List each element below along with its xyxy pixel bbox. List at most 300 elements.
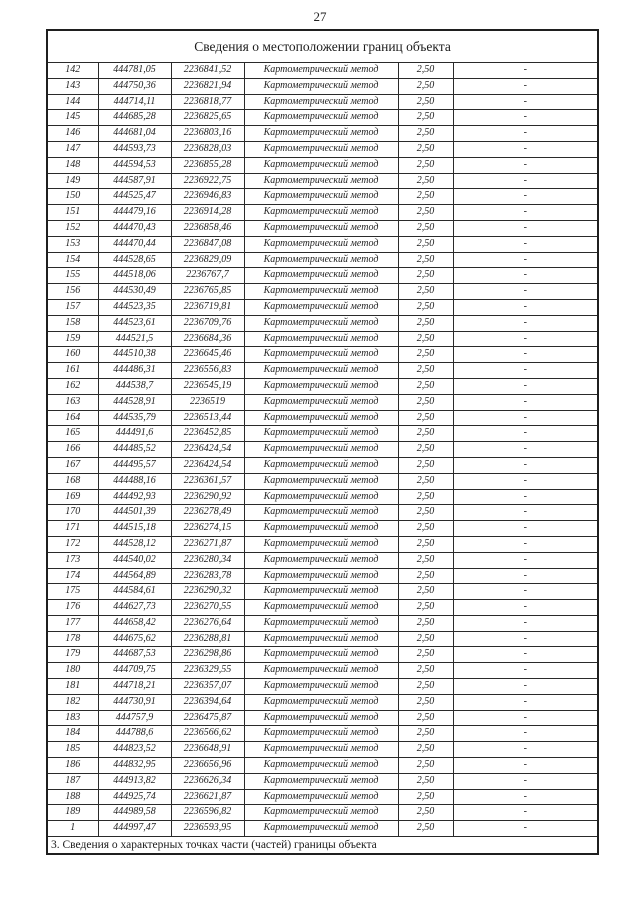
cell-accuracy: 2,50 [398,505,453,521]
cell-description: - [453,347,598,363]
cell-coordinate-y: 2236648,91 [171,742,244,758]
cell-method: Картометрический метод [244,758,398,774]
cell-description: - [453,726,598,742]
cell-method: Картометрический метод [244,78,398,94]
cell-coordinate-x: 444997,47 [98,821,171,837]
cell-coordinate-x: 444781,05 [98,63,171,79]
table-row [47,505,598,521]
cell-coordinate-y: 2236765,85 [171,284,244,300]
cell-method: Картометрический метод [244,821,398,837]
cell-point-number: 163 [47,394,98,410]
cell-accuracy: 2,50 [398,742,453,758]
cell-description: - [453,268,598,284]
cell-description: - [453,126,598,142]
cell-accuracy: 2,50 [398,694,453,710]
cell-accuracy: 2,50 [398,821,453,837]
cell-coordinate-x: 444470,43 [98,220,171,236]
cell-coordinate-x: 444584,61 [98,584,171,600]
cell-description: - [453,236,598,252]
cell-accuracy: 2,50 [398,600,453,616]
cell-accuracy: 2,50 [398,536,453,552]
table-row [47,157,598,173]
cell-coordinate-x: 444714,11 [98,94,171,110]
cell-description: - [453,536,598,552]
cell-method: Картометрический метод [244,347,398,363]
cell-method: Картометрический метод [244,742,398,758]
cell-method: Картометрический метод [244,110,398,126]
cell-coordinate-x: 444523,61 [98,315,171,331]
cell-coordinate-y: 2236719,81 [171,299,244,315]
cell-method: Картометрический метод [244,726,398,742]
cell-accuracy: 2,50 [398,631,453,647]
cell-description: - [453,173,598,189]
cell-method: Картометрический метод [244,631,398,647]
table-row [47,679,598,695]
table-row [47,189,598,205]
cell-accuracy: 2,50 [398,805,453,821]
cell-accuracy: 2,50 [398,94,453,110]
cell-point-number: 171 [47,521,98,537]
cell-point-number: 155 [47,268,98,284]
cell-point-number: 185 [47,742,98,758]
table-body [47,63,598,837]
cell-method: Картометрический метод [244,378,398,394]
cell-accuracy: 2,50 [398,220,453,236]
table-row [47,773,598,789]
cell-point-number: 145 [47,110,98,126]
cell-accuracy: 2,50 [398,63,453,79]
cell-coordinate-y: 2236855,28 [171,157,244,173]
cell-coordinate-x: 444491,6 [98,426,171,442]
table-row [47,378,598,394]
table-row [47,726,598,742]
cell-coordinate-y: 2236858,46 [171,220,244,236]
table-row [47,252,598,268]
cell-coordinate-x: 444750,36 [98,78,171,94]
table-row [47,173,598,189]
cell-coordinate-y: 2236593,95 [171,821,244,837]
cell-description: - [453,205,598,221]
cell-method: Картометрический метод [244,647,398,663]
cell-description: - [453,299,598,315]
cell-coordinate-x: 444510,38 [98,347,171,363]
cell-coordinate-y: 2236645,46 [171,347,244,363]
cell-coordinate-y: 2236280,34 [171,552,244,568]
cell-coordinate-x: 444470,44 [98,236,171,252]
cell-point-number: 146 [47,126,98,142]
table-row [47,615,598,631]
cell-description: - [453,821,598,837]
table-row [47,63,598,79]
cell-point-number: 188 [47,789,98,805]
cell-accuracy: 2,50 [398,615,453,631]
cell-coordinate-x: 444515,18 [98,521,171,537]
table-row [47,758,598,774]
cell-coordinate-y: 2236829,09 [171,252,244,268]
cell-point-number: 167 [47,457,98,473]
cell-coordinate-y: 2236424,54 [171,457,244,473]
cell-point-number: 151 [47,205,98,221]
cell-description: - [453,315,598,331]
cell-point-number: 168 [47,473,98,489]
cell-point-number: 183 [47,710,98,726]
cell-coordinate-y: 2236290,92 [171,489,244,505]
cell-description: - [453,442,598,458]
cell-description: - [453,426,598,442]
cell-coordinate-x: 444540,02 [98,552,171,568]
cell-coordinate-y: 2236818,77 [171,94,244,110]
cell-accuracy: 2,50 [398,299,453,315]
cell-method: Картометрический метод [244,584,398,600]
cell-method: Картометрический метод [244,410,398,426]
cell-accuracy: 2,50 [398,126,453,142]
cell-description: - [453,568,598,584]
cell-method: Картометрический метод [244,615,398,631]
cell-description: - [453,489,598,505]
table-row [47,552,598,568]
table-row [47,663,598,679]
cell-coordinate-y: 2236361,57 [171,473,244,489]
cell-coordinate-y: 2236803,16 [171,126,244,142]
cell-method: Картометрический метод [244,94,398,110]
cell-coordinate-x: 444730,91 [98,694,171,710]
cell-method: Картометрический метод [244,536,398,552]
cell-accuracy: 2,50 [398,347,453,363]
cell-point-number: 177 [47,615,98,631]
cell-coordinate-x: 444521,5 [98,331,171,347]
table-title: Сведения о местоположении границ объекта [47,30,598,63]
cell-description: - [453,141,598,157]
cell-method: Картометрический метод [244,473,398,489]
cell-coordinate-y: 2236290,32 [171,584,244,600]
cell-coordinate-y: 2236847,08 [171,236,244,252]
cell-coordinate-y: 2236566,62 [171,726,244,742]
table-row [47,205,598,221]
cell-method: Картометрический метод [244,331,398,347]
cell-description: - [453,189,598,205]
cell-coordinate-x: 444564,89 [98,568,171,584]
table-row [47,299,598,315]
cell-description: - [453,521,598,537]
cell-coordinate-y: 2236656,96 [171,758,244,774]
table-row [47,78,598,94]
cell-coordinate-y: 2236357,07 [171,679,244,695]
cell-coordinate-y: 2236513,44 [171,410,244,426]
cell-coordinate-y: 2236684,36 [171,331,244,347]
cell-method: Картометрический метод [244,205,398,221]
cell-point-number: 154 [47,252,98,268]
table-row [47,457,598,473]
cell-coordinate-y: 2236821,94 [171,78,244,94]
cell-coordinate-x: 444709,75 [98,663,171,679]
cell-description: - [453,157,598,173]
cell-point-number: 142 [47,63,98,79]
cell-coordinate-x: 444525,47 [98,189,171,205]
cell-point-number: 184 [47,726,98,742]
cell-point-number: 165 [47,426,98,442]
cell-description: - [453,410,598,426]
cell-point-number: 159 [47,331,98,347]
cell-method: Картометрический метод [244,268,398,284]
cell-description: - [453,647,598,663]
table-row [47,363,598,379]
cell-point-number: 176 [47,600,98,616]
cell-accuracy: 2,50 [398,252,453,268]
cell-accuracy: 2,50 [398,773,453,789]
cell-point-number: 189 [47,805,98,821]
cell-coordinate-y: 2236519 [171,394,244,410]
cell-point-number: 166 [47,442,98,458]
cell-accuracy: 2,50 [398,205,453,221]
cell-point-number: 152 [47,220,98,236]
cell-coordinate-x: 444486,31 [98,363,171,379]
cell-coordinate-x: 444718,21 [98,679,171,695]
table-row [47,568,598,584]
cell-point-number: 173 [47,552,98,568]
table-row [47,600,598,616]
table-row [47,584,598,600]
cell-description: - [453,758,598,774]
table-row [47,821,598,837]
page-number: 27 [313,9,327,24]
cell-coordinate-y: 2236298,86 [171,647,244,663]
cell-point-number: 156 [47,284,98,300]
cell-method: Картометрический метод [244,457,398,473]
cell-point-number: 143 [47,78,98,94]
cell-point-number: 148 [47,157,98,173]
cell-point-number: 182 [47,694,98,710]
table-row [47,284,598,300]
table-row [47,805,598,821]
cell-accuracy: 2,50 [398,268,453,284]
cell-method: Картометрический метод [244,505,398,521]
cell-method: Картометрический метод [244,126,398,142]
cell-description: - [453,663,598,679]
table-row [47,442,598,458]
cell-coordinate-y: 2236841,52 [171,63,244,79]
cell-coordinate-x: 444832,95 [98,758,171,774]
cell-point-number: 162 [47,378,98,394]
cell-coordinate-y: 2236288,81 [171,631,244,647]
cell-coordinate-y: 2236922,75 [171,173,244,189]
cell-point-number: 147 [47,141,98,157]
cell-coordinate-y: 2236270,55 [171,600,244,616]
cell-coordinate-x: 444658,42 [98,615,171,631]
cell-coordinate-x: 444479,16 [98,205,171,221]
cell-coordinate-y: 2236452,85 [171,426,244,442]
cell-method: Картометрический метод [244,521,398,537]
cell-description: - [453,615,598,631]
cell-point-number: 144 [47,94,98,110]
cell-description: - [453,220,598,236]
cell-coordinate-x: 444675,62 [98,631,171,647]
table-row [47,742,598,758]
cell-point-number: 160 [47,347,98,363]
table-row [47,694,598,710]
cell-description: - [453,679,598,695]
table-row [47,536,598,552]
table-row [47,631,598,647]
cell-description: - [453,457,598,473]
table-row [47,347,598,363]
cell-description: - [453,505,598,521]
cell-coordinate-x: 444492,93 [98,489,171,505]
cell-point-number: 164 [47,410,98,426]
cell-method: Картометрический метод [244,568,398,584]
cell-method: Картометрический метод [244,694,398,710]
cell-description: - [453,805,598,821]
cell-point-number: 180 [47,663,98,679]
cell-accuracy: 2,50 [398,378,453,394]
cell-point-number: 186 [47,758,98,774]
table-row [47,789,598,805]
cell-point-number: 1 [47,821,98,837]
cell-coordinate-x: 444681,04 [98,126,171,142]
cell-point-number: 172 [47,536,98,552]
cell-point-number: 161 [47,363,98,379]
cell-method: Картометрический метод [244,236,398,252]
cell-point-number: 179 [47,647,98,663]
cell-accuracy: 2,50 [398,236,453,252]
cell-description: - [453,394,598,410]
cell-accuracy: 2,50 [398,141,453,157]
cell-accuracy: 2,50 [398,426,453,442]
section-3-heading: 3. Сведения о характерных точках части (частей) границы объекта [47,837,598,855]
cell-accuracy: 2,50 [398,331,453,347]
cell-method: Картометрический метод [244,299,398,315]
cell-accuracy: 2,50 [398,363,453,379]
cell-point-number: 157 [47,299,98,315]
cell-method: Картометрический метод [244,442,398,458]
cell-description: - [453,94,598,110]
cell-coordinate-x: 444530,49 [98,284,171,300]
cell-accuracy: 2,50 [398,457,453,473]
table-row [47,394,598,410]
cell-description: - [453,252,598,268]
table-row [47,647,598,663]
cell-description: - [453,473,598,489]
cell-accuracy: 2,50 [398,584,453,600]
cell-point-number: 169 [47,489,98,505]
cell-method: Картометрический метод [244,252,398,268]
cell-coordinate-x: 444593,73 [98,141,171,157]
cell-coordinate-y: 2236475,87 [171,710,244,726]
cell-method: Картометрический метод [244,789,398,805]
cell-description: - [453,110,598,126]
cell-description: - [453,63,598,79]
cell-coordinate-x: 444501,39 [98,505,171,521]
cell-accuracy: 2,50 [398,679,453,695]
cell-coordinate-y: 2236394,64 [171,694,244,710]
cell-accuracy: 2,50 [398,173,453,189]
cell-point-number: 150 [47,189,98,205]
cell-coordinate-x: 444528,65 [98,252,171,268]
table-title-row [47,30,598,63]
cell-coordinate-y: 2236278,49 [171,505,244,521]
cell-coordinate-y: 2236274,15 [171,521,244,537]
cell-coordinate-y: 2236626,34 [171,773,244,789]
cell-coordinate-x: 444535,79 [98,410,171,426]
cell-method: Картометрический метод [244,141,398,157]
cell-coordinate-x: 444587,91 [98,173,171,189]
section-3-row [47,837,598,855]
cell-description: - [453,631,598,647]
cell-coordinate-x: 444495,57 [98,457,171,473]
table-row [47,410,598,426]
cell-description: - [453,552,598,568]
cell-coordinate-y: 2236946,83 [171,189,244,205]
table-row [47,521,598,537]
cell-coordinate-y: 2236709,76 [171,315,244,331]
cell-accuracy: 2,50 [398,410,453,426]
table-row [47,220,598,236]
cell-coordinate-x: 444757,9 [98,710,171,726]
table-row [47,94,598,110]
table-row [47,315,598,331]
table-row [47,489,598,505]
cell-method: Картометрический метод [244,157,398,173]
cell-accuracy: 2,50 [398,647,453,663]
cell-coordinate-y: 2236914,28 [171,205,244,221]
cell-method: Картометрический метод [244,773,398,789]
table-row [47,141,598,157]
cell-coordinate-x: 444685,28 [98,110,171,126]
cell-accuracy: 2,50 [398,758,453,774]
cell-coordinate-x: 444687,53 [98,647,171,663]
cell-accuracy: 2,50 [398,394,453,410]
cell-accuracy: 2,50 [398,552,453,568]
cell-accuracy: 2,50 [398,189,453,205]
cell-accuracy: 2,50 [398,663,453,679]
table-row [47,110,598,126]
cell-accuracy: 2,50 [398,789,453,805]
cell-accuracy: 2,50 [398,489,453,505]
cell-description: - [453,773,598,789]
cell-description: - [453,284,598,300]
cell-coordinate-y: 2236767,7 [171,268,244,284]
cell-accuracy: 2,50 [398,315,453,331]
cell-coordinate-x: 444788,6 [98,726,171,742]
cell-accuracy: 2,50 [398,442,453,458]
cell-point-number: 174 [47,568,98,584]
cell-coordinate-x: 444528,91 [98,394,171,410]
cell-point-number: 187 [47,773,98,789]
cell-method: Картометрический метод [244,363,398,379]
cell-description: - [453,331,598,347]
cell-accuracy: 2,50 [398,521,453,537]
cell-description: - [453,600,598,616]
cell-coordinate-y: 2236271,87 [171,536,244,552]
cell-accuracy: 2,50 [398,568,453,584]
cell-method: Картометрический метод [244,710,398,726]
cell-description: - [453,78,598,94]
cell-accuracy: 2,50 [398,726,453,742]
cell-description: - [453,789,598,805]
cell-description: - [453,363,598,379]
cell-point-number: 181 [47,679,98,695]
cell-method: Картометрический метод [244,220,398,236]
cell-point-number: 153 [47,236,98,252]
cell-method: Картометрический метод [244,63,398,79]
cell-accuracy: 2,50 [398,78,453,94]
cell-method: Картометрический метод [244,600,398,616]
cell-description: - [453,742,598,758]
cell-coordinate-x: 444528,12 [98,536,171,552]
cell-point-number: 175 [47,584,98,600]
cell-coordinate-x: 444627,73 [98,600,171,616]
cell-description: - [453,710,598,726]
cell-description: - [453,694,598,710]
